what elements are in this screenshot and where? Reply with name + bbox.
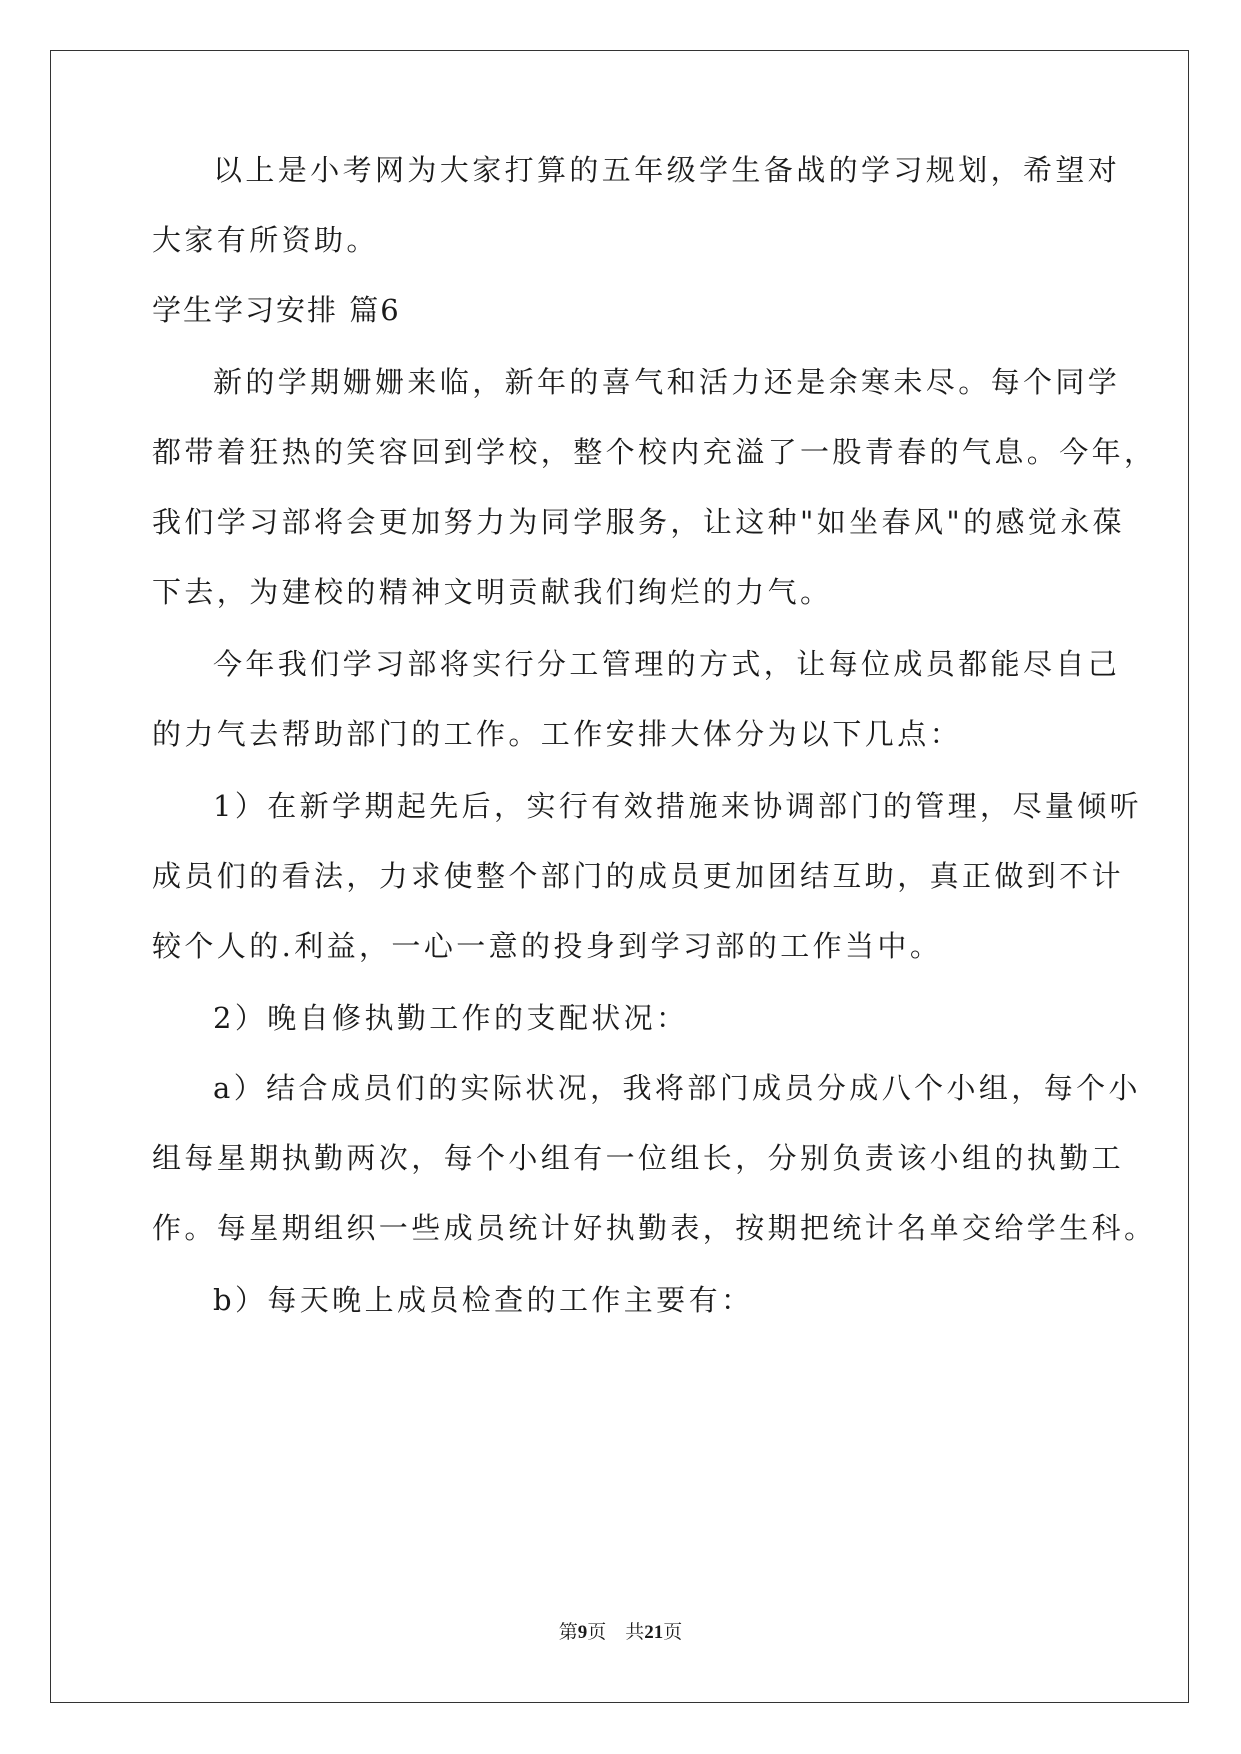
paragraph-line: 大家有所资助。	[152, 223, 379, 257]
paragraph-line: 1）在新学期起先后，实行有效措施来协调部门的管理，尽量倾听	[213, 789, 1143, 823]
paragraph-line: 我们学习部将会更加努力为同学服务，让这种"如坐春风"的感觉永葆	[152, 505, 1126, 539]
footer-middle: 页 共	[587, 1621, 645, 1643]
current-page-number: 9	[577, 1622, 588, 1643]
paragraph-line: 的力气去帮助部门的工作。工作安排大体分为以下几点：	[152, 717, 963, 751]
paragraph-line: 2）晚自修执勤工作的支配状况：	[213, 1001, 689, 1035]
paragraph-line: 以上是小考网为大家打算的五年级学生备战的学习规划，希望对	[213, 153, 1121, 187]
paragraph-line: 下去，为建校的精神文明贡献我们绚烂的力气。	[152, 575, 833, 609]
total-pages-number: 21	[644, 1622, 664, 1643]
paragraph-line: 成员们的看法，力求使整个部门的成员更加团结互助，真正做到不计	[152, 859, 1125, 893]
paragraph-line: 都带着狂热的笑容回到学校，整个校内充溢了一股青春的气息。今年，	[152, 435, 1157, 469]
paragraph-line: 新的学期姗姗来临，新年的喜气和活力还是余寒未尽。每个同学	[213, 365, 1121, 399]
footer-suffix: 页	[663, 1621, 683, 1643]
page-footer	[0, 1620, 1241, 1645]
paragraph-line: 组每星期执勤两次，每个小组有一位组长，分别负责该小组的执勤工	[152, 1141, 1125, 1175]
footer-prefix: 第	[558, 1621, 578, 1643]
paragraph-line: 今年我们学习部将实行分工管理的方式，让每位成员都能尽自己	[213, 647, 1121, 681]
paragraph-line: a）结合成员们的实际状况，我将部门成员分成八个小组，每个小	[213, 1071, 1141, 1105]
paragraph-line: 作。每星期组织一些成员统计好执勤表，按期把统计名单交给学生科。	[152, 1211, 1157, 1245]
paragraph-line: 较个人的.利益，一心一意的投身到学习部的工作当中。	[152, 929, 943, 963]
section-heading: 学生学习安排 篇6	[152, 293, 401, 327]
paragraph-line: b）每天晚上成员检查的工作主要有：	[213, 1283, 754, 1317]
